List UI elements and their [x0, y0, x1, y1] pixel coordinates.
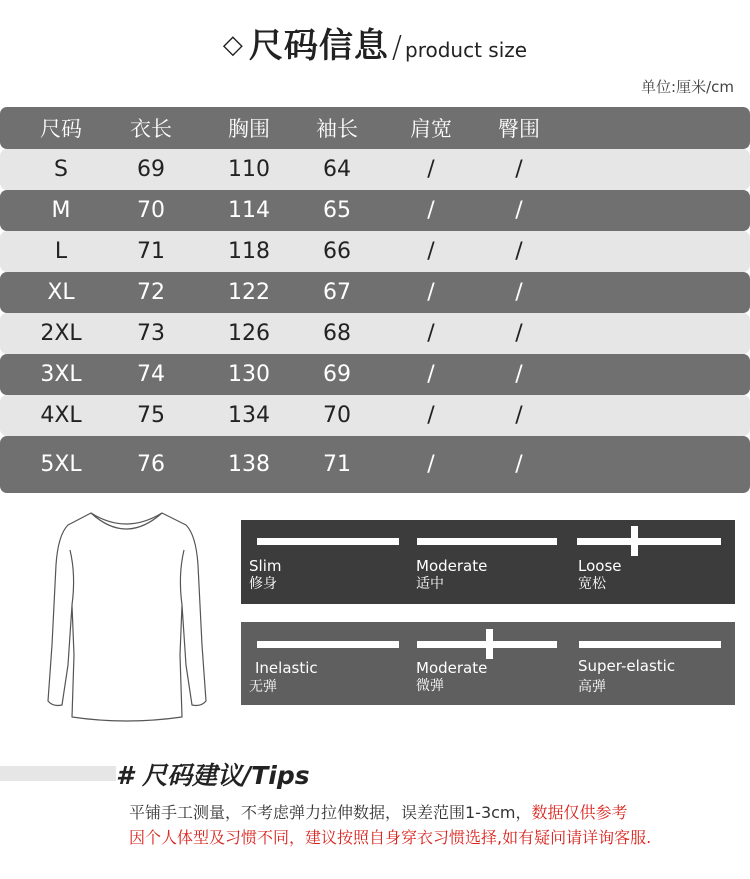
table-row	[0, 436, 750, 493]
table-cell: 71	[323, 452, 351, 477]
table-row	[0, 231, 750, 272]
fit-label-loose	[578, 557, 622, 593]
table-row	[0, 272, 750, 313]
table-cell: 64	[323, 157, 351, 182]
title-cn: 尺码信息	[248, 26, 389, 66]
table-cell: 72	[137, 280, 165, 305]
table-cell: 4XL	[40, 403, 82, 428]
elastic-selected-marker	[486, 629, 493, 659]
table-cell: 71	[137, 239, 165, 264]
table-cell: 74	[137, 362, 165, 387]
fit-label-cn: 宽松	[578, 576, 606, 592]
table-cell: 69	[137, 157, 165, 182]
table-cell: 2XL	[40, 321, 82, 346]
table-row	[0, 313, 750, 354]
header-cell: 衣长	[130, 117, 172, 141]
table-cell: 110	[228, 157, 270, 182]
elastic-label-inelastic	[255, 659, 318, 677]
table-cell: 138	[228, 452, 270, 477]
table-cell: 73	[137, 321, 165, 346]
table-cell: XL	[47, 280, 75, 305]
fit-bar-slim	[257, 538, 399, 545]
table-cell: 70	[137, 198, 165, 223]
fit-label-slim	[249, 557, 281, 593]
table-cell: 3XL	[40, 362, 82, 387]
elastic-bar-super	[579, 641, 721, 648]
table-cell: L	[54, 239, 68, 264]
tips-line-1-highlight: 数据仅供参考	[531, 803, 628, 822]
elastic-label-en: Inelastic	[255, 659, 318, 677]
elastic-label-en: Super-elastic	[578, 657, 676, 675]
header-cell: 胸围	[228, 117, 270, 141]
table-cell: /	[515, 239, 523, 264]
table-cell: 134	[228, 403, 270, 428]
table-cell: /	[515, 321, 523, 346]
header-cell: 肩宽	[410, 117, 452, 141]
elastic-label-moderate	[416, 659, 487, 695]
elastic-bar-inelastic	[257, 641, 399, 648]
table-cell: 76	[137, 452, 165, 477]
table-cell: 67	[323, 280, 351, 305]
table-cell: /	[427, 452, 435, 477]
table-cell: /	[515, 362, 523, 387]
table-header-row	[0, 107, 750, 149]
table-cell: 122	[228, 280, 270, 305]
fit-bar-moderate	[417, 538, 557, 545]
title-en: product size	[405, 38, 528, 62]
table-cell: /	[515, 280, 523, 305]
table-cell: /	[427, 362, 435, 387]
table-cell: 70	[323, 403, 351, 428]
table-row	[0, 354, 750, 395]
fit-label-en: Slim	[249, 557, 282, 575]
table-cell: 69	[323, 362, 351, 387]
table-cell: 130	[228, 362, 270, 387]
fit-label-en: Moderate	[416, 557, 488, 575]
table-cell: S	[54, 157, 68, 182]
diamond-icon: ◇	[222, 30, 243, 60]
elastic-label-inelastic-cn	[249, 678, 277, 696]
header-cell: 尺码	[40, 117, 82, 141]
table-cell: /	[515, 157, 523, 182]
table-cell: /	[427, 239, 435, 264]
tips-line-2: 因个人体型及习惯不同，建议按照自身穿衣习惯选择,如有疑问请详询客服.	[129, 828, 652, 847]
title-separator: /	[391, 30, 403, 65]
table-cell: 66	[323, 239, 351, 264]
elastic-label-cn: 高弹	[578, 679, 606, 695]
table-cell: 126	[228, 321, 270, 346]
fit-label-en: Loose	[578, 557, 622, 575]
unit-label: 单位:厘米/cm	[641, 78, 734, 96]
table-cell: 65	[323, 198, 351, 223]
table-cell: /	[515, 452, 523, 477]
fit-selected-marker	[631, 526, 638, 556]
fit-label-moderate	[416, 557, 487, 593]
tips-line-1-text: 平铺手工测量，不考虑弹力拉伸数据，误差范围1-3cm，	[129, 803, 532, 822]
fit-label-cn: 适中	[416, 576, 444, 592]
table-row	[0, 149, 750, 190]
table-cell: /	[427, 157, 435, 182]
table-cell: /	[427, 321, 435, 346]
shirt-outline-image	[36, 505, 216, 725]
fit-label-cn: 修身	[249, 576, 277, 592]
elastic-label-super	[578, 657, 675, 696]
tips-title: # 尺码建议/Tips	[116, 756, 314, 792]
table-cell: 75	[137, 403, 165, 428]
table-cell: /	[427, 280, 435, 305]
table-cell: M	[51, 198, 71, 223]
table-row	[0, 190, 750, 231]
elastic-label-cn: 微弹	[416, 678, 444, 694]
fit-bar-loose	[577, 538, 721, 545]
header-cell: 臀围	[498, 117, 540, 141]
elasticity-scale	[241, 622, 735, 705]
table-cell: 68	[323, 321, 351, 346]
table-cell: 5XL	[40, 452, 82, 477]
table-cell: /	[427, 198, 435, 223]
size-table	[0, 107, 750, 493]
fit-scale	[241, 520, 735, 604]
elastic-label-cn: 无弹	[249, 679, 277, 695]
table-cell: 114	[228, 198, 270, 223]
header-cell: 袖长	[316, 117, 358, 141]
elastic-label-en: Moderate	[416, 659, 488, 677]
table-cell: 118	[228, 239, 270, 264]
table-cell: /	[427, 403, 435, 428]
table-cell: /	[515, 198, 523, 223]
table-row	[0, 395, 750, 436]
tips-line-1	[129, 800, 628, 823]
page-title	[0, 18, 750, 67]
table-cell: /	[515, 403, 523, 428]
